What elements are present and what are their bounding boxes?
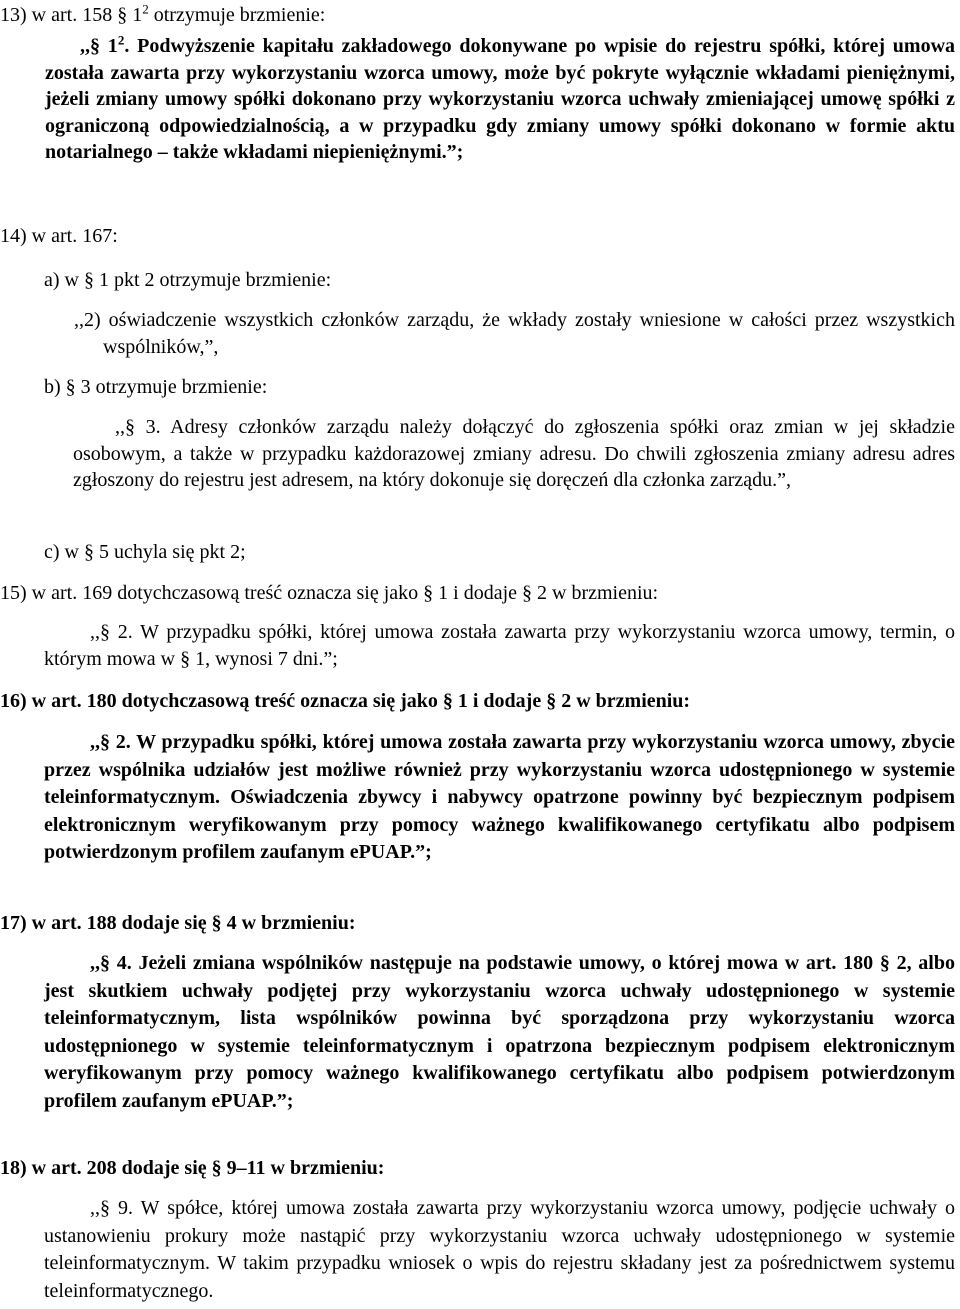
item-13-heading: 13) w art. 158 § $1^2$ otrzymuje brzmienie: — [0, 1, 326, 26]
item-18-quote: ,,§ 9. W spółce, której umowa została zawarta przy wykorzystaniu wzorca umowy, podjęcie uchwały o ustanowieniu prokury może nastąpić przy wykorzystaniu wzorca uchwały udostępnionego w systemie teleinformatycznym. W takim przypadku wniosek o wpis do rejestru składany jest za pośrednictwem systemu teleinformatycznego. — [44, 1197, 955, 1302]
item-15-quote: ,,§ 2. W przypadku spółki, której umowa została zawarta przy wykorzystaniu wzorca umowy, termin, o którym mowa w § 1, wynosi 7 dni.”; — [44, 621, 955, 670]
item-17-quote: ,,§ 4. Jeżeli zmiana wspólników następuje na podstawie umowy, o której mowa w art. 180 § 2, albo jest skutkiem uchwały podjętej przy wykorzystaniu wzorca uchwały udostępnionego w systemie teleinformatycznym, lista wspólników powinna być sporządzona przy wykorzystaniu wzorca udostępnionego w systemie teleinformatycznym i opatrzona bezpiecznym podpisem elektronicznym weryfikowanym przy pomocy ważnego kwalifikowanego certyfikatu albo podpisem potwierdzonym profilem zaufanym ePUAP.”; — [44, 952, 955, 1112]
item-16-quote: ,,§ 2. W przypadku spółki, której umowa została zawarta przy wykorzystaniu wzorca umowy, zbycie przez wspólnika udziałów jest możliwe również przy wykorzystaniu wzorca udostępnionego w systemie teleinformatycznym. Oświadczenia zbywcy i nabywcy opatrzone powinny być bezpiecznym podpisem elektronicznym weryfikowanym przy pomocy ważnego kwalifikowanego certyfikatu albo podpisem potwierdzonym profilem zaufanym ePUAP.”; — [44, 731, 955, 864]
item-16-heading: 16) w art. 180 dotychczasową treść oznacza się jako § 1 i dodaje § 2 w brzmieniu: — [0, 690, 691, 712]
item-13-quote: ,,§ $1^2$. Podwyższenie kapitału zakładowego dokonywane po wpisie do rejestru spółki, której umowa została zawarta przy wykorzystaniu wzorca umowy, może być pokryte wyłącznie wkładami pieniężnymi, jeżeli zmiany umowy spółki dokonano przy wykorzystaniu wzorca uchwały zmieniającej umowę spółki z ograniczoną odpowiedzialnością, a w przypadku gdy zmiany umowy spółki dokonano w formie aktu notarialnego – także wkładami niepieniężnymi.”; — [45, 32, 956, 164]
item-17-heading: 17) w art. 188 dodaje się § 4 w brzmieniu: — [0, 912, 356, 934]
item-14a-heading: a) w § 1 pkt 2 otrzymuje brzmienie: — [44, 269, 332, 291]
item-14b-quote: ,,§ 3. Adresy członków zarządu należy dołączyć do zgłoszenia spółki oraz zmian w jej składzie osobowym, a także w przypadku każdorazowej zmiany adresu. Do chwili zgłoszenia zmiany adresu adres zgłoszony do rejestru jest adresem, na który dokonuje się doręczeń dla członka zarządu.”, — [73, 416, 955, 491]
item-14c-heading: c) w § 5 uchyla się pkt 2; — [44, 541, 246, 563]
item-14-heading: 14) w art. 167: — [0, 225, 118, 247]
item-14a-quote: ,,2) oświadczenie wszystkich członków zarządu, że wkłady zostały wniesione w całości przez wszystkich wspólników,”, — [74, 309, 955, 358]
item-18-heading: 18) w art. 208 dodaje się § 9–11 w brzmieniu: — [0, 1157, 385, 1179]
item-14b-heading: b) § 3 otrzymuje brzmienie: — [44, 376, 268, 398]
item-15-heading: 15) w art. 169 dotychczasową treść oznacza się jako § 1 i dodaje § 2 w brzmieniu: — [0, 582, 659, 604]
